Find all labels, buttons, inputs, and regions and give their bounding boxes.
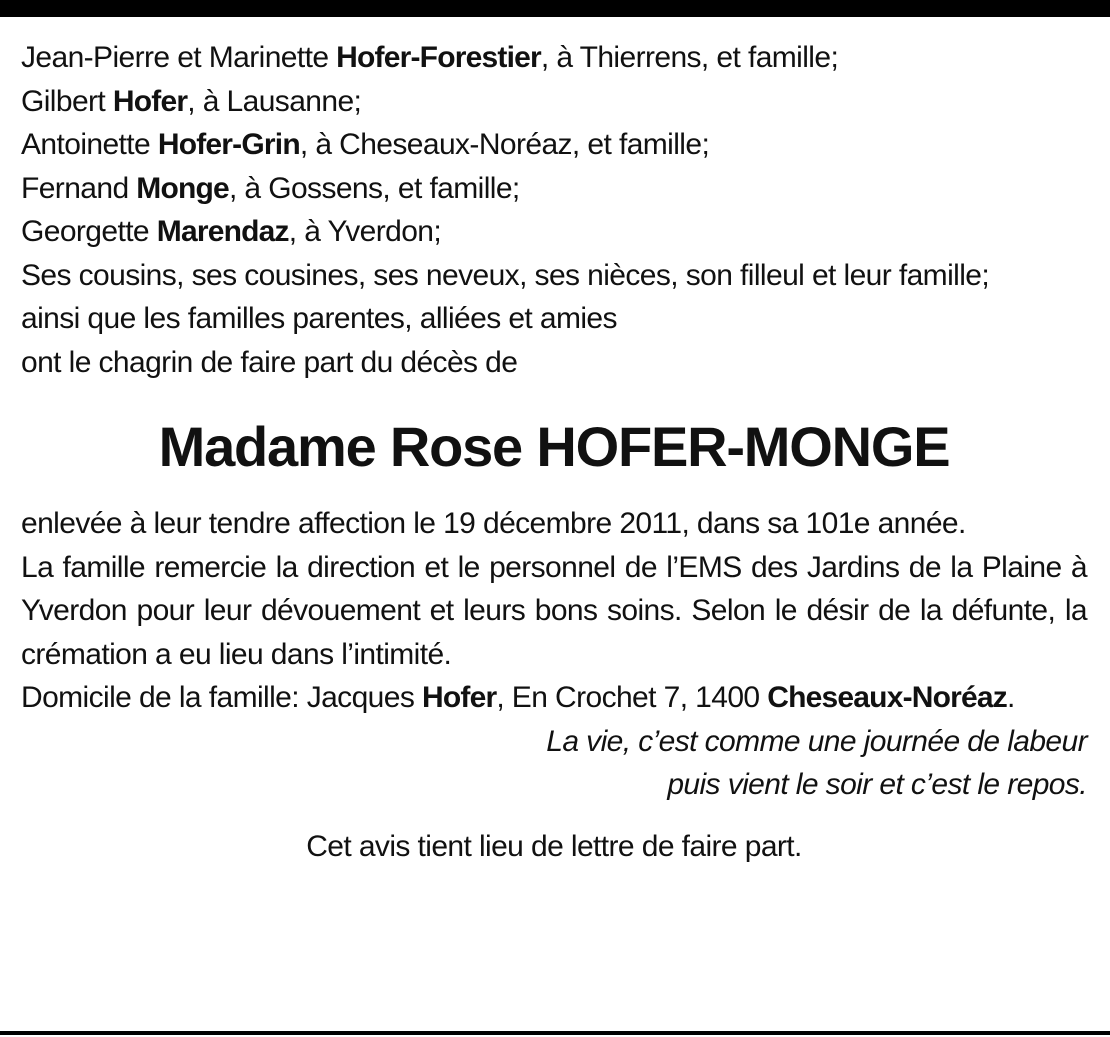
top-border [0, 0, 1110, 17]
domicile-intro: Domicile de la famille: Jacques [21, 681, 422, 714]
thanks-paragraph: La famille remercie la direction et le personnel de l’EMS des Jardins de la Plaine à Yverdon pour leur dévouement et leurs bons soins. Selon le désir de la défunte, la crémation a eu lieu dans l’intimité. [21, 550, 1087, 671]
family-line-1 [21, 36, 1087, 80]
family-line-4 [21, 167, 1087, 211]
domicile-end: . [1007, 681, 1015, 714]
intro-line-2: ont le chagrin de faire part du décès de [21, 345, 518, 379]
quote-line-2: puis vient le soir et c’est le repos. [667, 768, 1087, 801]
family-given-names: Gilbert [21, 84, 113, 118]
family-line-5 [21, 210, 1087, 254]
family-location: , à Thierrens, et famille; [540, 41, 839, 74]
deceased-name: Madame Rose HOFER-MONGE [158, 415, 950, 478]
family-surname: Hofer-Forestier [336, 41, 541, 74]
family-line-3 [21, 123, 1087, 167]
bottom-border [0, 1031, 1110, 1035]
family-given-names: Jean-Pierre et Marinette [21, 41, 337, 74]
domicile-surname: Hofer [421, 681, 497, 714]
family-given-names: Antoinette [21, 128, 158, 161]
family-location: , à Lausanne; [187, 84, 362, 118]
family-location: , à Gossens, et famille; [228, 171, 520, 205]
domicile-town: Cheseaux-Noréaz [767, 681, 1007, 714]
intro-line-1: ainsi que les familles parentes, alliées et amies [21, 302, 617, 335]
quote-line-1: La vie, c’est comme une journée de labeur [546, 724, 1087, 758]
relatives-line: Ses cousins, ses cousines, ses neveux, ses nièces, son filleul et leur famille; [21, 258, 990, 292]
family-line-2 [21, 80, 1087, 124]
domicile-address: , En Crochet 7, 1400 [496, 681, 768, 714]
domicile-paragraph [21, 676, 1087, 720]
family-surname: Hofer-Grin [157, 128, 300, 161]
obituary-notice [21, 36, 1087, 868]
family-surname: Hofer [112, 84, 188, 118]
family-location: , à Cheseaux-Noréaz, et famille; [299, 128, 710, 161]
family-surname: Marendaz [156, 215, 289, 248]
closing-line: Cet avis tient lieu de lettre de faire part. [306, 829, 802, 863]
family-location: , à Yverdon; [288, 215, 442, 248]
family-given-names: Fernand [21, 171, 137, 205]
family-surname: Monge [136, 171, 229, 205]
family-given-names: Georgette [21, 215, 157, 248]
death-notice-paragraph: enlevée à leur tendre affection le 19 décembre 2011, dans sa 101e année. [21, 507, 966, 540]
